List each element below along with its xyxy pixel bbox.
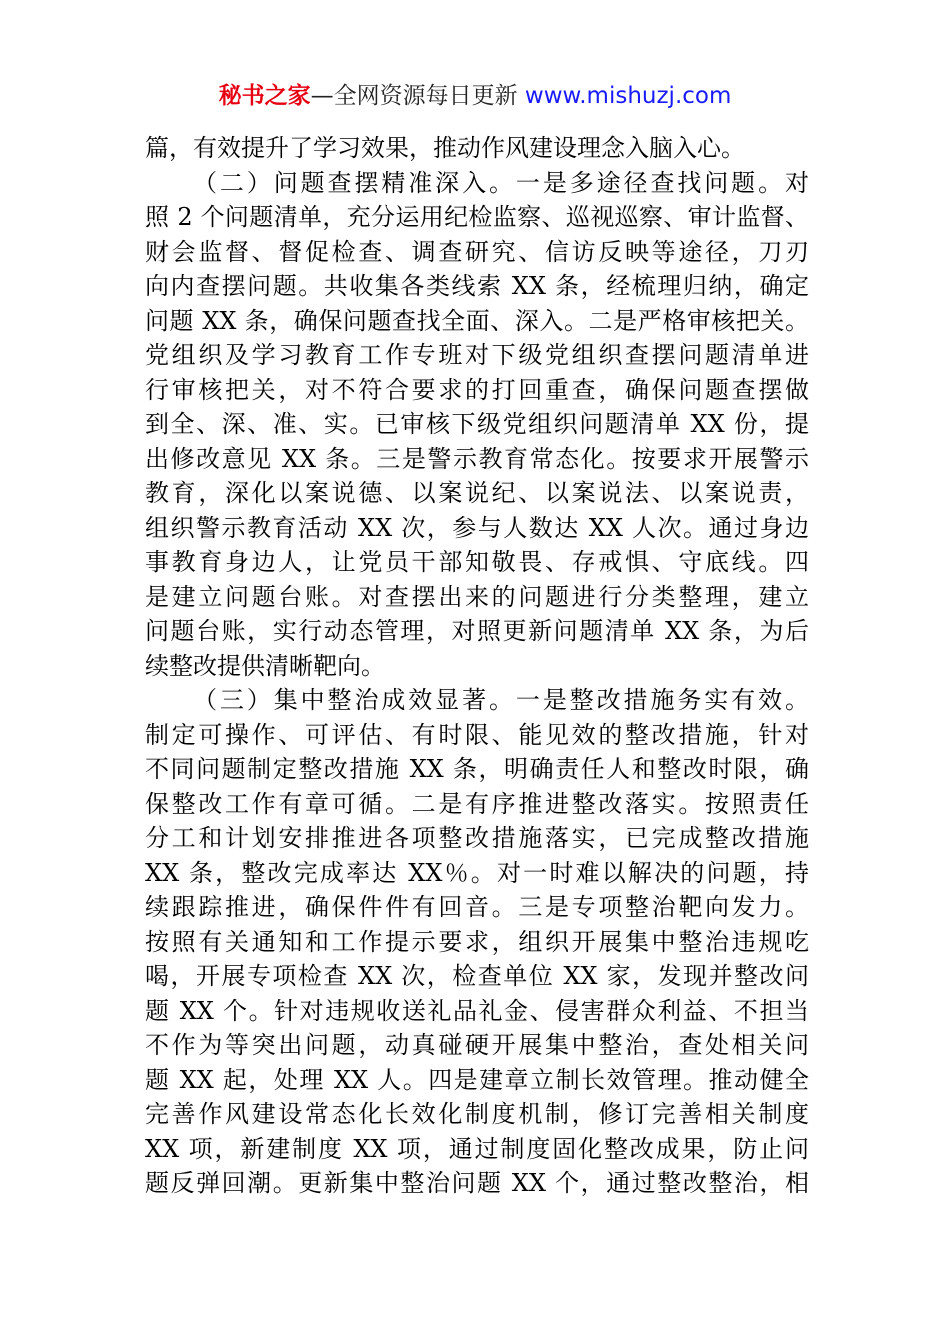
text-line: 分工和计划安排推进各项整改措施落实，已完成整改措施 — [145, 824, 809, 852]
text-line: 教育，深化以案说德、以案说纪、以案说法、以案说责， — [145, 479, 809, 507]
text-line: 事教育身边人，让党员干部知敬畏、存戒惧、守底线。四 — [145, 548, 809, 576]
text-line: 不作为等突出问题，动真碰硬开展集中整治，查处相关问 — [145, 1031, 809, 1059]
text-line: 出修改意见 XX 条。三是警示教育常态化。按要求开展警示 — [145, 444, 809, 473]
text-line: 制定可操作、可评估、有时限、能见效的整改措施，针对 — [145, 720, 809, 749]
text-line: 题 XX 个。针对违规收送礼品礼金、侵害群众利益、不担当 — [145, 996, 809, 1025]
text-line: 问题台账，实行动态管理，对照更新问题清单 XX 条，为后 — [145, 617, 809, 645]
text-line: 党组织及学习教育工作专班对下级党组织查摆问题清单进 — [145, 341, 809, 369]
text-line: 喝，开展专项检查 XX 次，检查单位 XX 家，发现并整改问 — [145, 962, 809, 990]
document-body — [145, 131, 809, 1201]
text-line: 问题 XX 条，确保问题查找全面、深入。二是严格审核把关。 — [145, 306, 809, 335]
page-header — [0, 80, 950, 112]
text-line: 向内查摆问题。共收集各类线索 XX 条，经梳理归纳，确定 — [145, 272, 809, 300]
text-line: 保整改工作有章可循。二是有序推进整改落实。按照责任 — [145, 789, 809, 818]
text-line: 篇，有效提升了学习效果，推动作风建设理念入脑入心。 — [145, 134, 745, 162]
text-line: 不同问题制定整改措施 XX 条，明确责任人和整改时限，确 — [145, 755, 809, 783]
text-line: 续跟踪推进，确保件件有回音。三是专项整治靶向发力。 — [145, 893, 809, 921]
header-tagline: —全网资源每日更新 — [310, 83, 525, 109]
site-url[interactable]: www.mishuzj.com — [524, 83, 732, 109]
text-line: XX 条，整改完成率达 XX％。对一时难以解决的问题，持 — [145, 858, 809, 887]
text-line: 按照有关通知和工作提示要求，组织开展集中整治违规吃 — [145, 927, 809, 956]
text-line: （三）集中整治成效显著。一是整改措施务实有效。 — [193, 686, 809, 714]
text-line: 题反弹回潮。更新集中整治问题 XX 个，通过整改整治，相 — [145, 1169, 809, 1197]
text-line: 组织警示教育活动 XX 次，参与人数达 XX 人次。通过身边 — [145, 513, 809, 542]
text-line: 到全、深、准、实。已审核下级党组织问题清单 XX 份，提 — [145, 410, 809, 438]
text-line: 行审核把关，对不符合要求的打回重查，确保问题查摆做 — [145, 375, 809, 404]
text-line: 是建立问题台账。对查摆出来的问题进行分类整理，建立 — [145, 582, 809, 611]
text-line: 照 2 个问题清单，充分运用纪检监察、巡视巡察、审计监督、 — [145, 203, 809, 231]
text-line: （二）问题查摆精准深入。一是多途径查找问题。对 — [193, 168, 809, 197]
text-line: 财会监督、督促检查、调查研究、信访反映等途径，刀刃 — [145, 237, 809, 266]
text-line: 续整改提供清晰靶向。 — [145, 651, 385, 680]
text-line: XX 项，新建制度 XX 项，通过制度固化整改成果，防止问 — [145, 1134, 809, 1163]
text-line: 完善作风建设常态化长效化制度机制，修订完善相关制度 — [145, 1100, 809, 1128]
brand-name: 秘书之家 — [218, 83, 311, 109]
text-line: 题 XX 起，处理 XX 人。四是建章立制长效管理。推动健全 — [145, 1065, 809, 1094]
